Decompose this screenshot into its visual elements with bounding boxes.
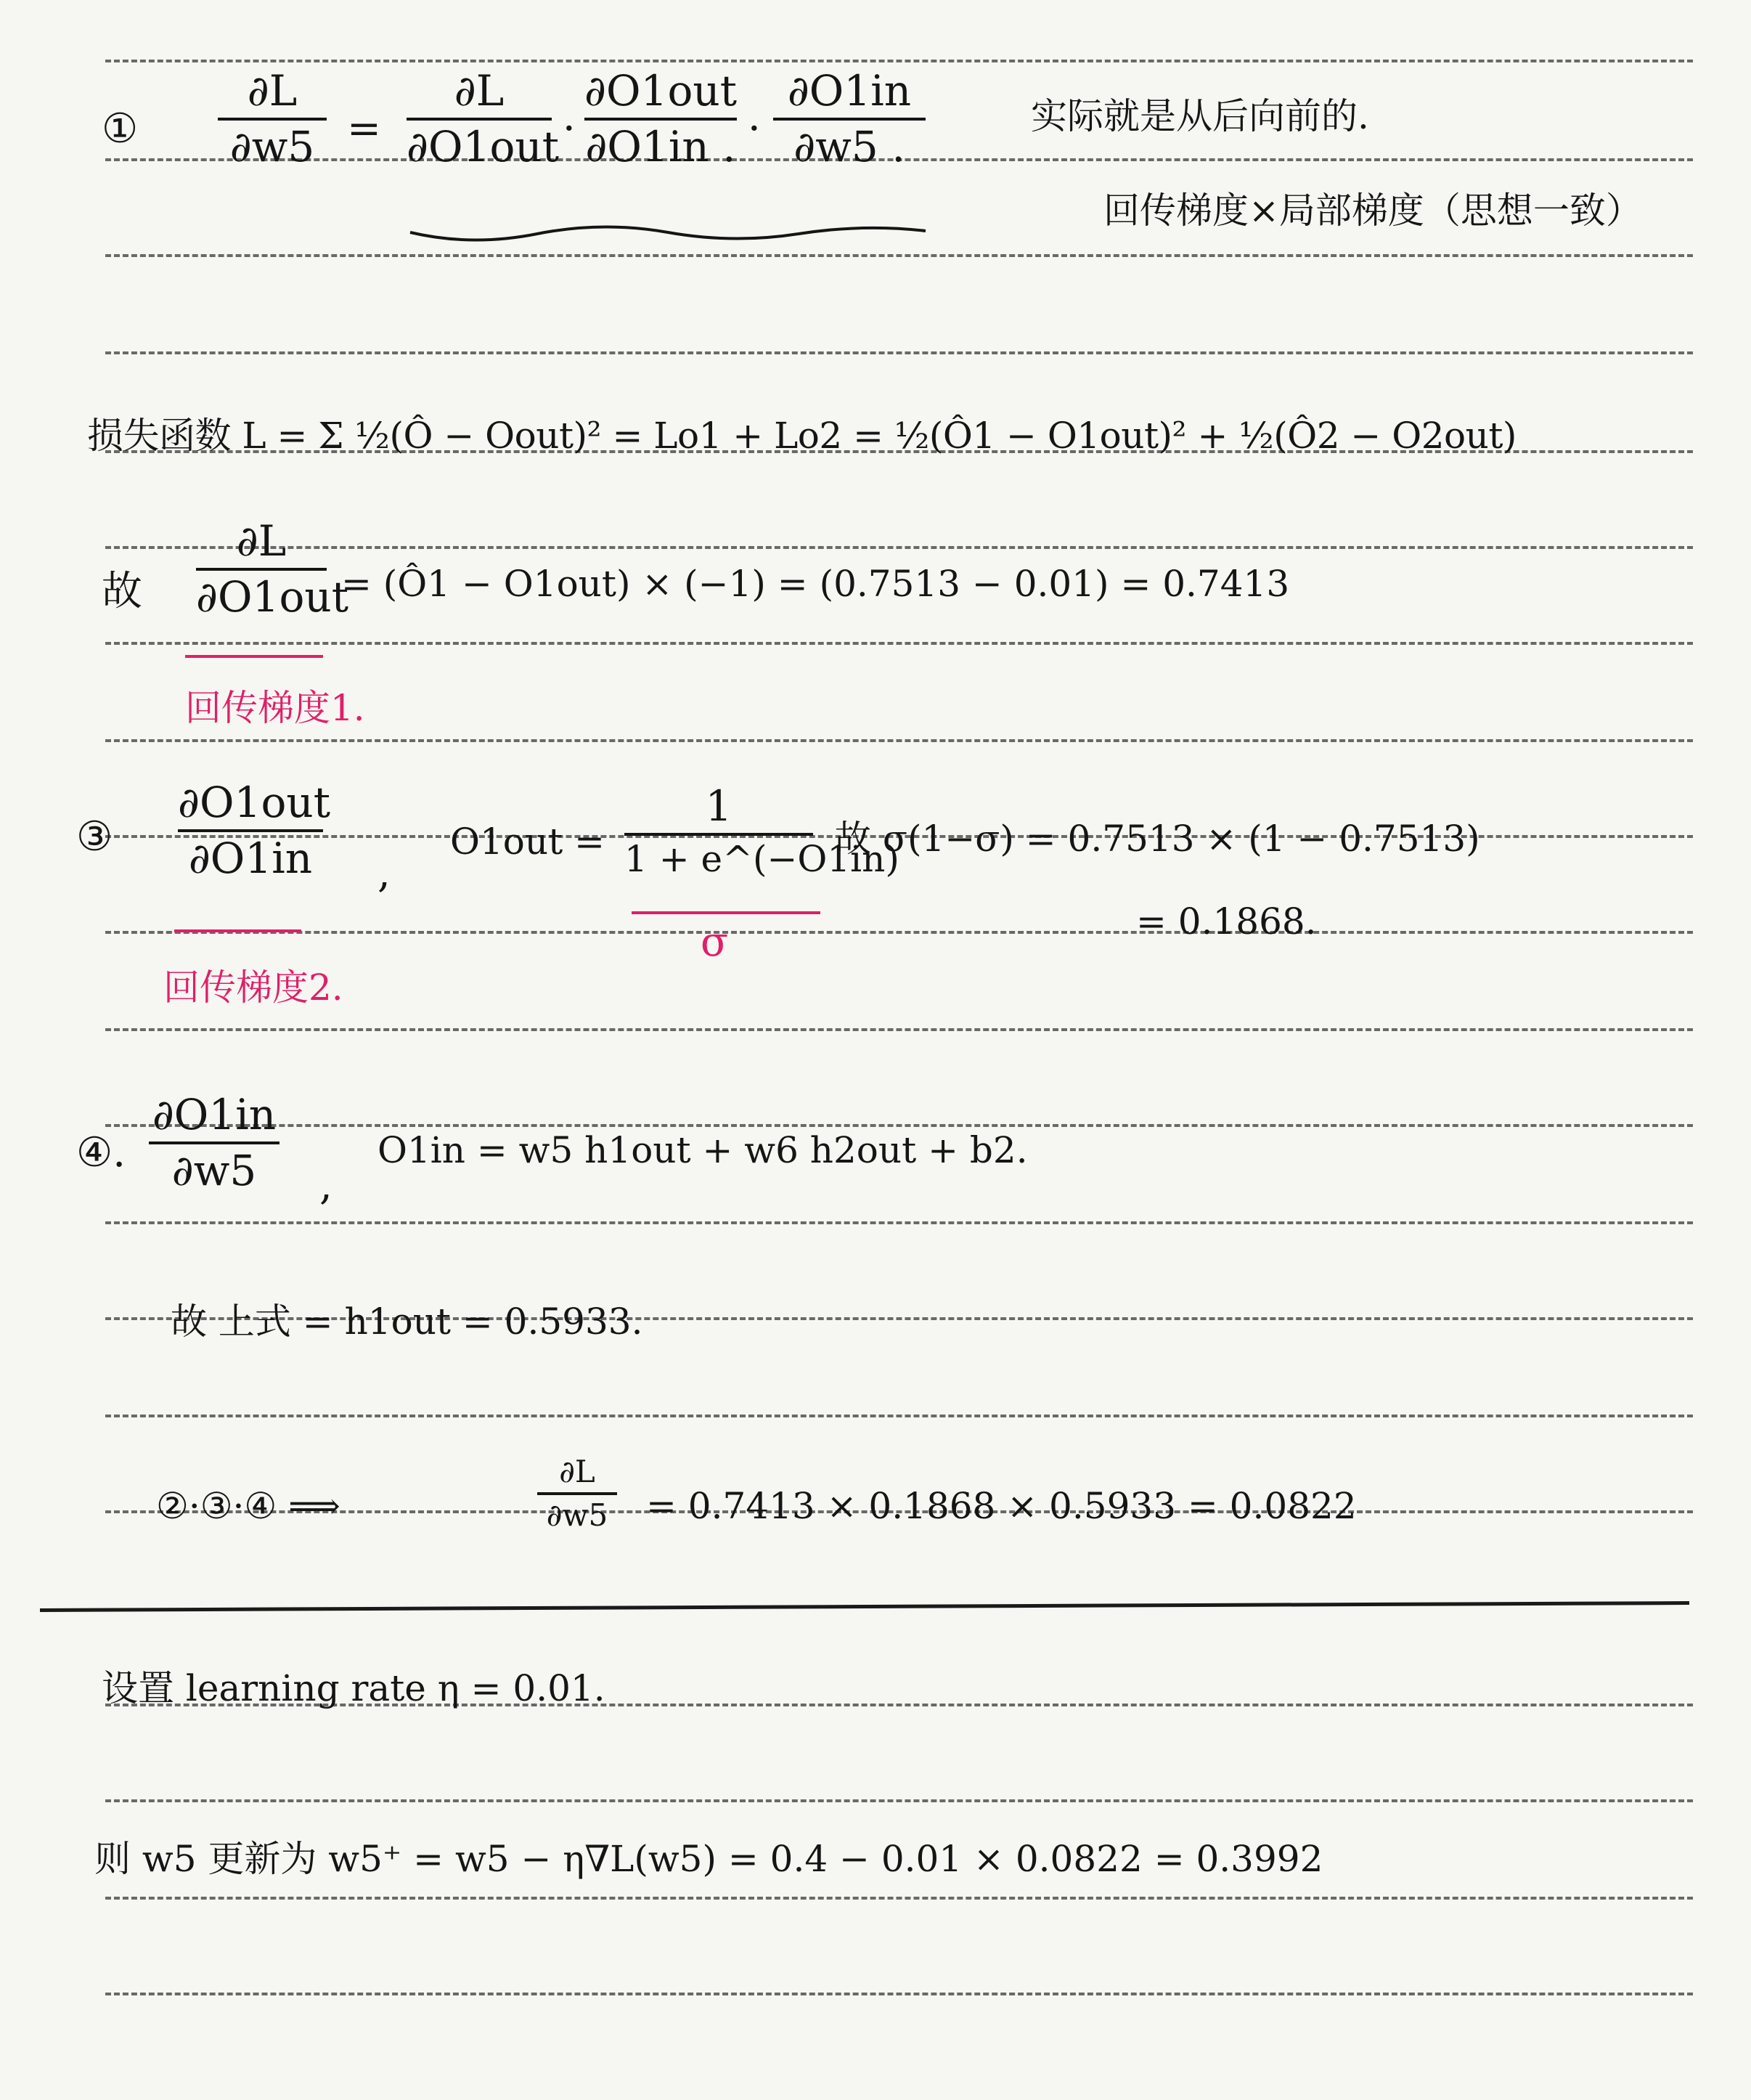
combine-result: = 0.7413 × 0.1868 × 0.5933 = 0.0822 (646, 1485, 1357, 1527)
step4-marker: ④. (76, 1129, 126, 1176)
step1-term2-den: ∂O1in . (585, 121, 736, 171)
step1-note-line1: 实际就是从后向前的. (1031, 95, 1369, 137)
step1-term1-den: ∂O1out (407, 121, 560, 171)
ruled-line (105, 254, 1693, 257)
step1-term1-num: ∂L (454, 66, 505, 115)
step3-result-value: = 0.1868. (1136, 900, 1317, 943)
step4-definition: O1in = w5 h1out + w6 h2out + b2. (377, 1129, 1028, 1171)
combine-frac-den: ∂w5 (546, 1497, 608, 1534)
step1-term3-den: ∂w5 . (793, 121, 905, 171)
step1-lhs-fraction (218, 66, 327, 171)
step1-lhs-den: ∂w5 (229, 121, 315, 171)
step4-result: 故 上式 = h1out = 0.5933. (171, 1301, 643, 1343)
step1-note-line2: 回传梯度×局部梯度（思想一致） (1103, 190, 1642, 232)
step3-frac-num: ∂O1out (178, 778, 331, 827)
ruled-line (105, 1993, 1693, 1995)
fraction-bar (773, 118, 926, 121)
step3-fraction (178, 778, 331, 883)
step1-equals: = (347, 105, 381, 152)
ruled-line (105, 931, 1693, 934)
ruled-line (105, 60, 1693, 62)
step3-sigmoid-num: 1 (705, 781, 732, 831)
step3-comma: , (377, 850, 391, 897)
step2-derivative-result: = (Ô1 − O1out) × (−1) = (0.7513 − 0.01) = 0.7413 (341, 563, 1290, 605)
step4-frac-den: ∂w5 (171, 1145, 257, 1195)
step2-loss-definition: 损失函数 L = Σ ½(Ô − Oout)² = Lo1 + Lo2 = ½(Ô1 − O1out)² + ½(Ô2 − O2out) (87, 415, 1517, 457)
fraction-bar (537, 1492, 617, 1495)
fraction-bar (407, 118, 552, 121)
combine-fraction (537, 1454, 617, 1534)
step2-fraction (196, 516, 349, 622)
fraction-bar (149, 1141, 279, 1144)
step2-frac-den: ∂O1out (196, 571, 349, 622)
step1-marker: ① (102, 105, 139, 152)
step2-frac-num: ∂L (236, 516, 287, 566)
step3-marker: ③ (76, 813, 113, 860)
step2-label: 回传梯度1. (185, 687, 365, 729)
step1-term1-fraction (407, 66, 560, 171)
step1-underline-squiggle (407, 218, 929, 247)
step3-sigmoid-fraction (624, 781, 899, 880)
step1-term3-fraction (773, 66, 926, 171)
step3-sigma-label: σ (701, 919, 729, 966)
ruled-line (105, 1221, 1693, 1224)
ruled-line (105, 642, 1693, 645)
step3-pink-underline (632, 911, 820, 914)
combine-chain: ②·③·④ ⟹ (156, 1485, 340, 1527)
step1-dot: · (563, 105, 576, 152)
step4-comma: , (319, 1162, 332, 1209)
step2-pink-underline (185, 655, 323, 658)
ruled-line (105, 739, 1693, 742)
fraction-bar (584, 118, 737, 121)
step4-frac-num: ∂O1in (152, 1090, 277, 1139)
step1-term3-num: ∂O1in (787, 66, 912, 115)
ruled-line (105, 1124, 1693, 1127)
ruled-line (105, 546, 1693, 549)
step2-prefix: 故 (102, 568, 142, 615)
step1-term2-fraction (584, 66, 738, 171)
step1-term2-num: ∂O1out (584, 66, 738, 115)
fraction-bar (196, 568, 327, 571)
step1-lhs-num: ∂L (247, 66, 298, 115)
ruled-line (105, 1897, 1693, 1900)
section-divider (40, 1601, 1689, 1612)
ruled-line (105, 1415, 1693, 1417)
ruled-line (105, 1799, 1693, 1802)
combine-frac-num: ∂L (559, 1454, 595, 1489)
step3-label-underline (174, 929, 301, 932)
step3-label: 回传梯度2. (163, 966, 343, 1009)
ruled-line (105, 1028, 1693, 1031)
fraction-bar (218, 118, 327, 121)
step3-sigmoid-den: 1 + e^(−O1in) (624, 837, 899, 880)
fraction-bar (178, 829, 323, 832)
weight-update-line: 则 w5 更新为 w5⁺ = w5 − η∇L(w5) = 0.4 − 0.01 × 0.0822 = 0.3992 (94, 1838, 1323, 1880)
step3-result: 故 σ(1−σ) = 0.7513 × (1 − 0.7513) (835, 818, 1480, 860)
step3-frac-den: ∂O1in (188, 833, 313, 883)
step3-sigmoid-def: O1out = (450, 821, 605, 863)
ruled-line (105, 351, 1693, 354)
step4-fraction (149, 1090, 279, 1195)
step1-dot: · (748, 105, 761, 152)
fraction-bar (624, 833, 813, 836)
learning-rate-line: 设置 learning rate η = 0.01. (102, 1667, 605, 1709)
